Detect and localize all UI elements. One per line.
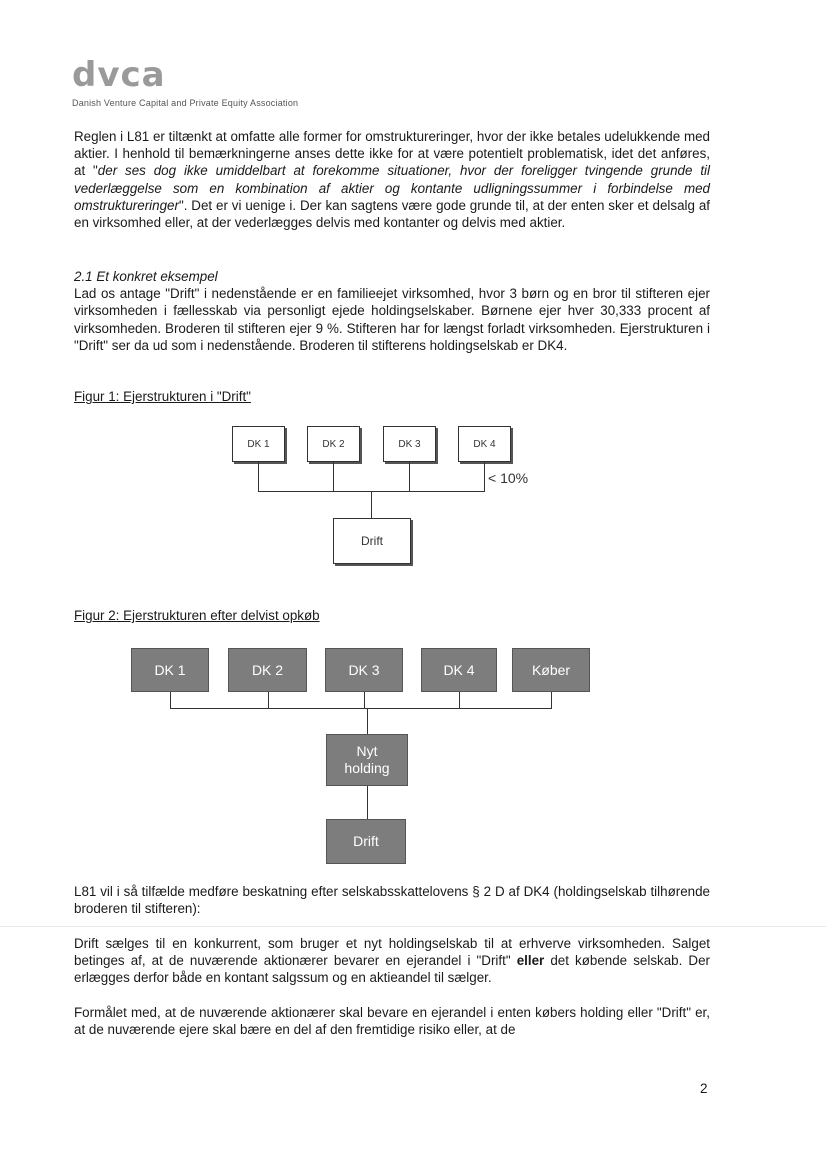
sale-text-part1: Drift sælges til en konkurrent, som bruger et nyt holdingselskab til at erhverve virksomheden. Salget betinges af, at de nuværende aktionærer bevarer en ejerandel i "Drift" bbox=[74, 936, 710, 969]
purpose-paragraph bbox=[74, 1004, 710, 1038]
sale-text-part2: det købende selskab. Der erlægges derfor både en kontant salgssum og en aktieandel til sælger. bbox=[74, 953, 710, 986]
figure1-annotation: < 10% bbox=[488, 470, 529, 486]
dvca-logo: dvca bbox=[72, 55, 166, 95]
after-figures-text: L81 vil i så tilfælde medføre beskatning efter selskabsskattelovens § 2 D af DK4 (holdingselskab tilhørende broderen til stifteren): bbox=[74, 884, 710, 917]
section-heading: 2.1 Et konkret eksempel bbox=[74, 269, 218, 284]
figure2-company-drift: Drift bbox=[326, 819, 406, 864]
sale-paragraph bbox=[74, 935, 710, 987]
figure1-connector bbox=[484, 462, 485, 492]
figure1-owner-dk2: DK 2 bbox=[307, 426, 360, 462]
page-number: 2 bbox=[700, 1081, 708, 1096]
figure2-new-holding bbox=[326, 734, 408, 786]
page-divider bbox=[0, 926, 826, 927]
figure1-connector bbox=[371, 491, 372, 518]
figure2-holding-line2: holding bbox=[344, 760, 390, 776]
figure1-connector bbox=[409, 462, 410, 492]
figure2-connector bbox=[364, 692, 365, 709]
intro-text-part1: Reglen i L81 er tiltænkt at omfatte alle former for omstruktureringer, hvor der ikke betales udelukkende med aktier. I henhold til bemærkningerne anses dette ikke for at være potentielt problematisk, idet det anføres, at " bbox=[74, 129, 710, 179]
section-body: Lad os antage "Drift" i nedenstående er en familieejet virksomhed, hvor 3 børn og en bror til stifteren ejer virksomheden i fællesskab via personligt ejede holdingselskaber. Børnene ejer hver 30,333 procent af virksomheden. Broderen til stifteren ejer 9 %. Stifteren har for længst forladt virksomheden. Ejerstrukturen i "Drift" ser da ud som i nedenstående. Broderen til stifterens holdingselskab er DK4. bbox=[74, 286, 710, 353]
figure1-connector bbox=[333, 462, 334, 492]
figure2-owner-dk1: DK 1 bbox=[131, 648, 209, 692]
figure2-connector bbox=[551, 692, 552, 709]
after-figures-paragraph bbox=[74, 883, 710, 917]
section-example bbox=[74, 268, 710, 354]
sale-text-bold: eller bbox=[516, 953, 545, 969]
figure1-owner-dk1: DK 1 bbox=[232, 426, 285, 462]
intro-text-part2: ". Det er vi uenige i. Der kan sagtens være gode grunde til, at der enten sker et delsalg af en virksomhed eller, at der vederlægges delvis med kontanter og delvis med aktier. bbox=[74, 197, 710, 231]
organization-name: Danish Venture Capital and Private Equity Association bbox=[72, 98, 299, 108]
figure2-connector bbox=[170, 692, 171, 709]
figure2-caption: Figur 2: Ejerstrukturen efter delvist opkøb bbox=[74, 608, 320, 623]
figure2-owner-dk4: DK 4 bbox=[421, 648, 497, 692]
figure1-caption: Figur 1: Ejerstrukturen i "Drift" bbox=[74, 389, 251, 404]
figure2-buyer: Køber bbox=[512, 648, 590, 692]
figure2-holding-line1: Nyt bbox=[356, 743, 378, 759]
figure2-connector bbox=[268, 692, 269, 709]
figure2-connector bbox=[170, 708, 552, 709]
figure2-connector bbox=[459, 692, 460, 709]
purpose-text: Formålet med, at de nuværende aktionærer skal bevare en ejerandel i enten købers holding eller "Drift" er, at de nuværende ejere skal bære en del af den fremtidige risiko eller, at de bbox=[74, 1005, 710, 1038]
figure2-owner-dk3: DK 3 bbox=[325, 648, 403, 692]
figure1-owner-dk3: DK 3 bbox=[383, 426, 436, 462]
figure2-connector bbox=[367, 708, 368, 734]
figure1-connector bbox=[258, 462, 259, 492]
intro-quote: der ses dog ikke umiddelbart at forekomme situationer, hvor der foreligger tvingende grunde til vederlæggelse som en kombination af aktier og kontante udligningssummer i forbindelse med omstruktureringer bbox=[74, 163, 710, 213]
figure1-owner-dk4: DK 4 bbox=[458, 426, 511, 462]
figure1-company-drift: Drift bbox=[333, 518, 411, 564]
figure2-owner-dk2: DK 2 bbox=[228, 648, 307, 692]
figure2-connector bbox=[367, 786, 368, 819]
intro-paragraph bbox=[74, 128, 710, 231]
